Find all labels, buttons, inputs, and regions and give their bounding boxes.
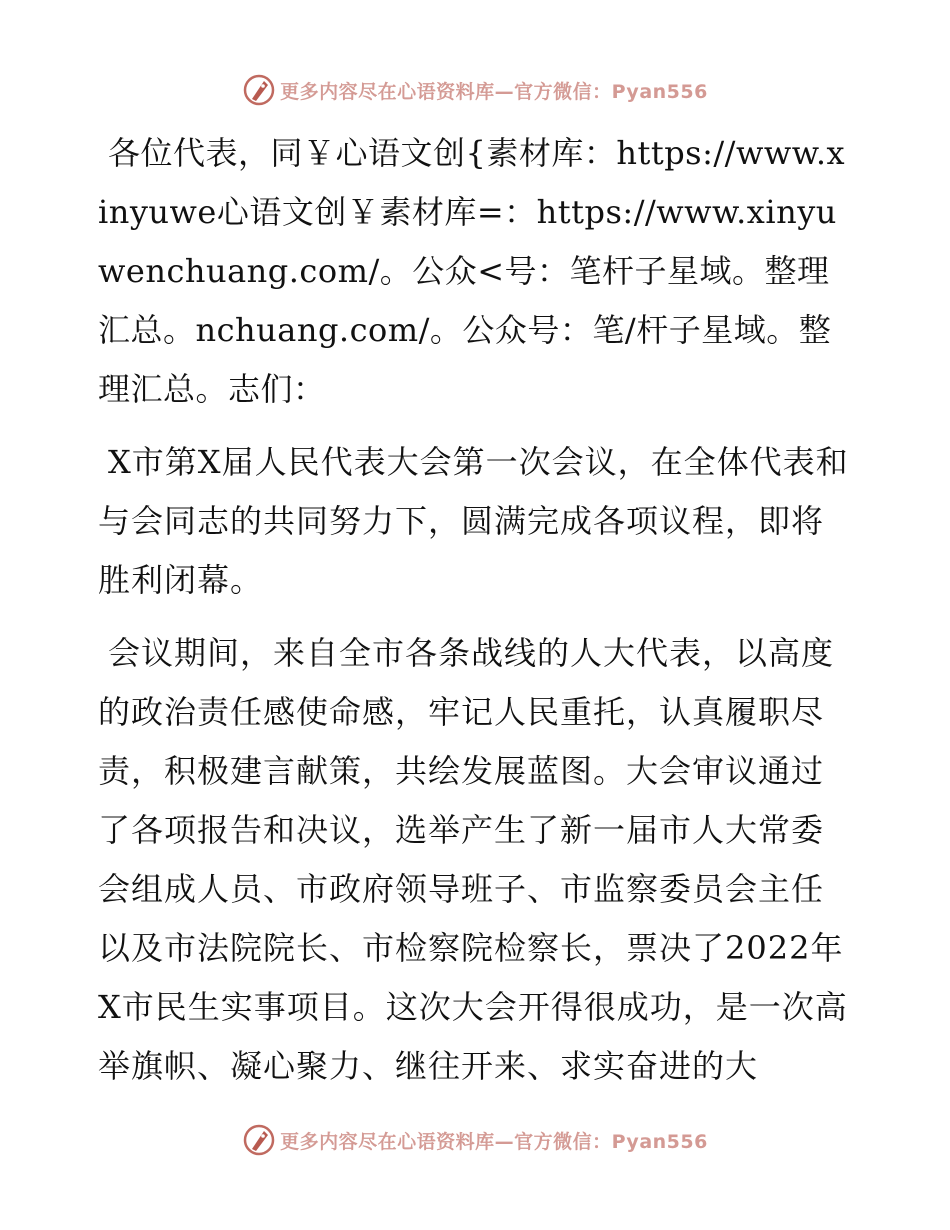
header-banner xyxy=(0,70,950,110)
pen-nib-logo-icon xyxy=(242,73,276,107)
paragraph-meeting-closing: X市第X届人民代表大会第一次会议，在全体代表和与会同志的共同努力下，圆满完成各项议程，即将胜利闭幕。 xyxy=(98,443,849,599)
document-body xyxy=(98,124,854,1110)
pen-nib-logo-icon xyxy=(242,1123,276,1157)
footer-banner xyxy=(0,1120,950,1160)
paragraph-meeting-summary: 会议期间，来自全市各条战线的人大代表，以高度的政治责任感使命感，牢记人民重托，认真履职尽责，积极建言献策，共绘发展蓝图。大会审议通过了各项报告和决议，选举产生了新一届市人大常委会组成人员、市政府领导班子、市监察委员会主任以及市法院院长、市检察院检察长，票决了2022年X市民生实事项目。这次大会开得很成功，是一次高举旗帜、凝心聚力、继往开来、求实奋进的大 xyxy=(98,634,848,1085)
paragraph-salutation: 各位代表，同￥心语文创{素材库：https://www.xinyuwe心语文创￥素材库=：https://www.xinyuwenchuang.com/。公众<号：笔杆子星域。整理汇总。nchuang.com/。公众号：笔/杆子星域。整理汇总。志们： xyxy=(98,134,846,408)
header-banner-text: 更多内容尽在心语资料库—官方微信：Pyan556 xyxy=(280,80,708,103)
footer-banner-text: 更多内容尽在心语资料库—官方微信：Pyan556 xyxy=(280,1130,708,1153)
